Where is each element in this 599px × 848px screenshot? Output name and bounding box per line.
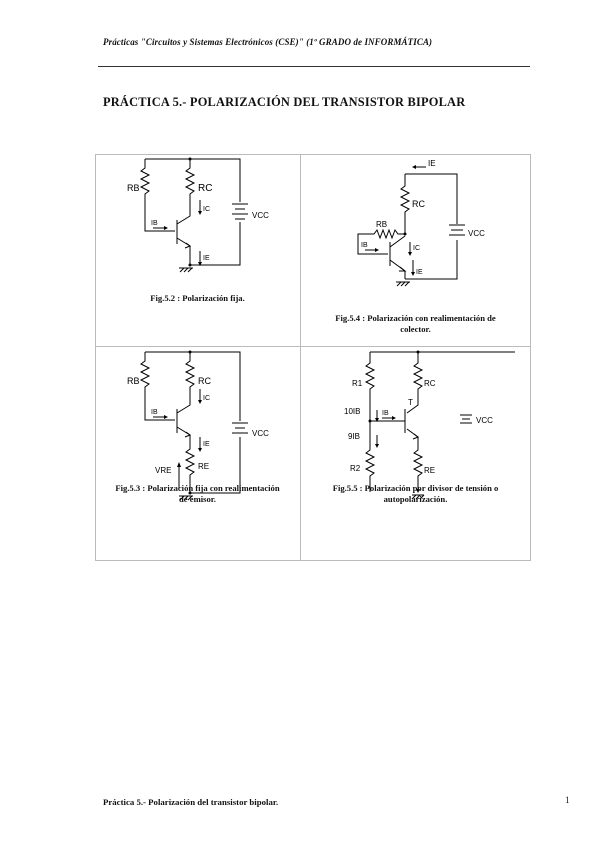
figure-5-2 <box>95 154 300 346</box>
caption-5-4-line1: Fig.5.4 : Polarización con realimentación de <box>335 313 496 323</box>
caption-5-5-line1: Fig.5.5 : Polarización por divisor de tensión o <box>332 483 499 493</box>
caption-5-3-line2: de emisor. <box>179 494 216 504</box>
label-ic: IC <box>203 206 210 213</box>
label-vcc: VCC <box>252 429 269 438</box>
label-ib: IB <box>151 220 158 227</box>
caption-5-5 <box>300 483 531 505</box>
label-ib: IB <box>151 409 158 416</box>
label-9ib: 9IB <box>348 432 361 441</box>
page-title: PRÁCTICA 5.- POLARIZACIÓN DEL TRANSISTOR BIPOLAR <box>103 95 466 109</box>
label-vcc: VCC <box>252 211 269 220</box>
label-re: RE <box>424 466 436 475</box>
figure-grid <box>95 154 531 561</box>
grid-border-bottom <box>95 560 531 561</box>
caption-5-5-line2: autopolarización. <box>383 494 448 504</box>
caption-5-3-line1: Fig.5.3 : Polarización fija con realimentación <box>115 483 280 493</box>
page-number: 1 <box>565 795 570 805</box>
label-rb: RB <box>127 376 140 386</box>
label-rc: RC <box>424 379 436 388</box>
figure-5-4 <box>300 154 531 346</box>
label-rb: RB <box>127 183 140 193</box>
label-ic: IC <box>413 245 420 252</box>
circuit-collector-feedback <box>300 154 531 304</box>
label-rc: RC <box>198 376 211 386</box>
figure-5-3 <box>95 347 300 560</box>
circuit-fixed-bias <box>95 154 300 284</box>
label-ib: IB <box>382 410 389 417</box>
label-rc: RC <box>412 199 425 209</box>
label-re: RE <box>198 462 210 471</box>
caption-5-2: Fig.5.2 : Polarización fija. <box>150 293 245 303</box>
label-vcc: VCC <box>468 229 485 238</box>
caption-5-3 <box>95 483 300 505</box>
label-vre: VRE <box>155 466 172 475</box>
label-10ib: 10IB <box>344 407 361 416</box>
figure-5-5 <box>300 347 531 560</box>
label-ic: IC <box>203 395 210 402</box>
label-ib: IB <box>361 242 368 249</box>
label-vcc: VCC <box>476 416 493 425</box>
label-t: T <box>408 398 413 407</box>
header-rule <box>98 66 530 67</box>
label-rb: RB <box>376 220 388 229</box>
caption-5-4 <box>300 313 531 335</box>
page-header: Prácticas "Circuitos y Sistemas Electrónicos (CSE)" (1º GRADO de INFORMÁTICA) <box>103 37 433 47</box>
label-ie: IE <box>203 441 210 448</box>
label-ie-top: IE <box>428 159 436 168</box>
page-footer: Práctica 5.- Polarización del transistor bipolar. <box>103 797 279 807</box>
caption-5-4-line2: colector. <box>400 324 431 334</box>
label-ie: IE <box>203 255 210 262</box>
label-ie: IE <box>416 269 423 276</box>
label-r1: R1 <box>352 379 363 388</box>
label-rc: RC <box>198 183 213 194</box>
label-r2: R2 <box>350 464 361 473</box>
